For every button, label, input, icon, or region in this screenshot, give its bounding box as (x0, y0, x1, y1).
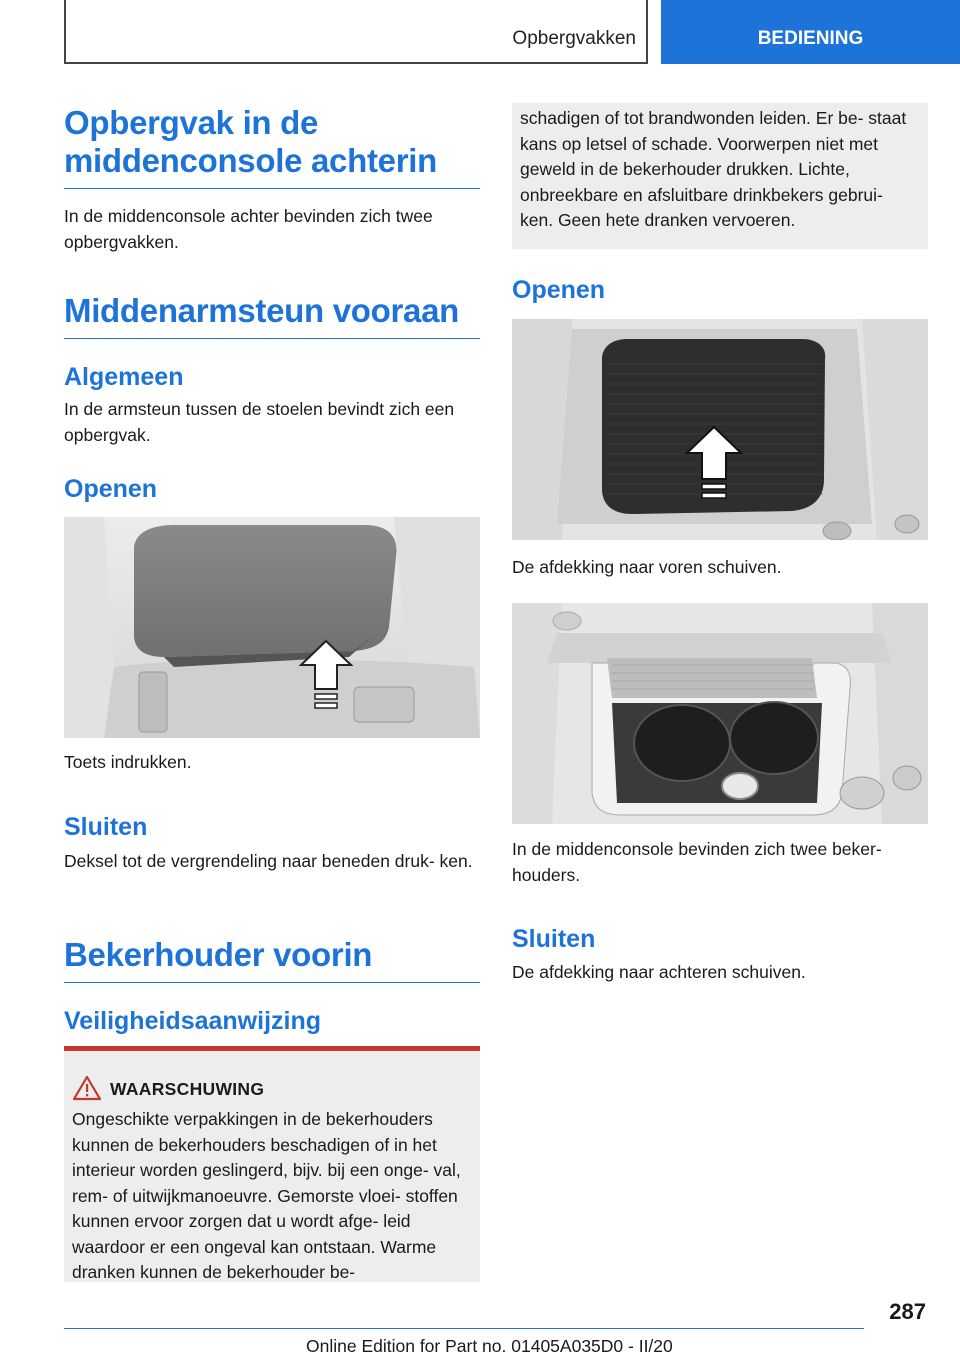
caption-slide-forward: De afdekking naar voren schuiven. (512, 557, 782, 577)
heading-open-cupholder: Openen (512, 276, 606, 304)
footer-divider (64, 1328, 864, 1329)
armrest-illustration (64, 517, 480, 738)
warning-triangle-icon (72, 1075, 102, 1101)
warning-box (64, 1046, 480, 1282)
page-number: 287 (889, 1299, 926, 1324)
paragraph-general: In de armsteun tussen de stoelen bevindt zich een opbergvak. (64, 399, 455, 445)
cupholder-cover-illustration (512, 319, 928, 540)
heading-general: Algemeen (64, 363, 184, 391)
caption-press-button: Toets indrukken. (64, 752, 192, 772)
heading-close-armrest: Sluiten (64, 813, 148, 841)
heading-cupholder-front: Bekerhouder voorin (64, 936, 480, 983)
warning-title: WAARSCHUWING (110, 1079, 265, 1099)
header-section-title: Opbergvakken (512, 28, 636, 49)
paragraph-close-armrest: Deksel tot de vergrendeling naar beneden druk- ken. (64, 851, 473, 871)
heading-armrest-front: Middenarmsteun vooraan (64, 292, 480, 339)
paragraph-console-rear: In de middenconsole achter bevinden zich twee opbergvakken. (64, 206, 433, 252)
heading-console-rear: Opbergvak in de middenconsole achterin (64, 104, 480, 189)
header-chapter-tab: BEDIENING (661, 0, 960, 64)
paragraph-close-cupholder: De afdekking naar achteren schuiven. (512, 962, 806, 982)
heading-close-cupholder: Sluiten (512, 925, 596, 953)
footer-edition: Online Edition for Part no. 01405A035D0 - II/20 (306, 1336, 673, 1356)
warning-continuation: schadigen of tot brandwonden leiden. Er be- staat kans op letsel of schade. Voorwerpen niet met geweld in de bekerhouder drukken. Lichte, onbreekbare en afsluitbare drinkbekers gebrui- ken. Geen hete dranken vervoeren. (512, 103, 928, 249)
caption-two-cupholders: In de middenconsole bevinden zich twee beker- houders. (512, 839, 882, 885)
warning-text: Ongeschikte verpakkingen in de bekerhouders kunnen de bekerhouders beschadigen of in het interieur worden geslingerd, bijv. bij een onge- val, rem- of uitwijkmanoeuvre. Gemorste vloei- stoffen kunnen ervoor zorgen dat u wordt afge- leid waardoor er een ongeval kan ontstaan. Warme dranken kunnen de bekerhouder be- (72, 1109, 461, 1282)
cupholders-illustration (512, 603, 928, 824)
heading-open-armrest: Openen (64, 475, 158, 503)
heading-safety: Veiligheidsaanwijzing (64, 1007, 322, 1035)
